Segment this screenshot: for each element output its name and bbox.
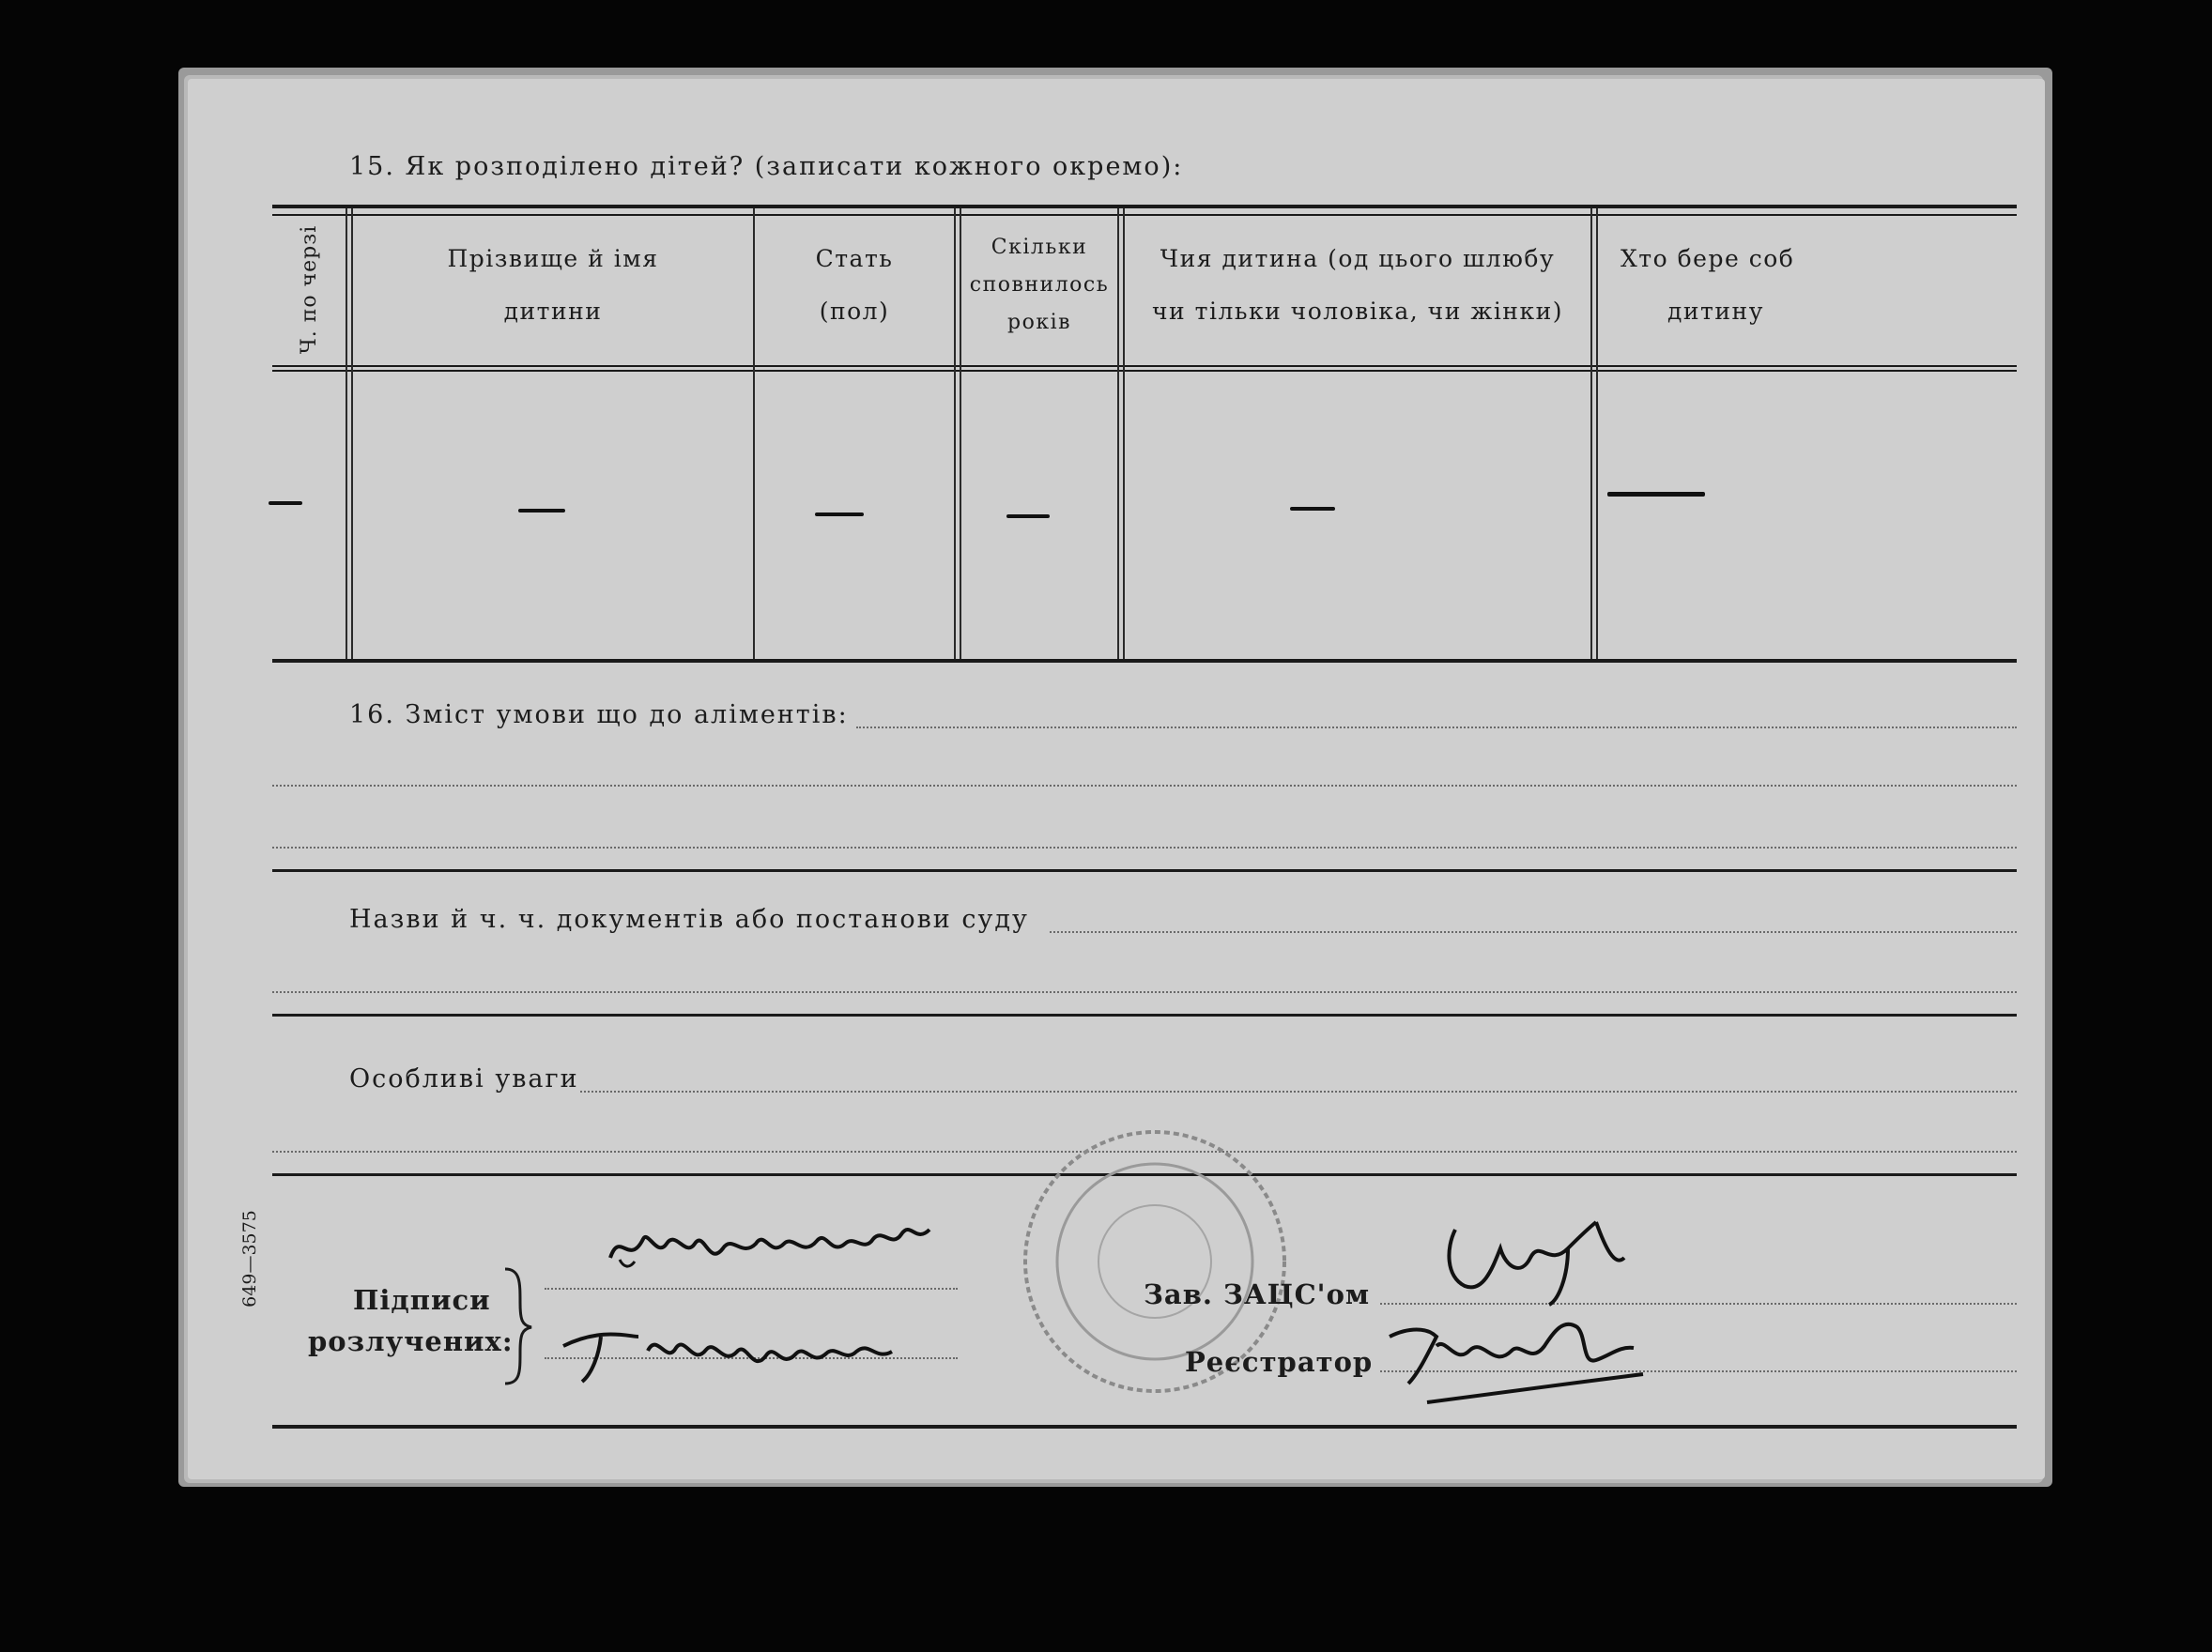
table-bottom-rule	[272, 659, 2017, 663]
signatures-label-line2: розлучених:	[308, 1325, 514, 1357]
header-child-name: Прізвище й імя дитини	[447, 245, 659, 325]
documents-line-2	[272, 991, 2017, 993]
row-name-dash	[518, 509, 565, 512]
head-label: Зав. ЗАЦС'ом	[1144, 1278, 1371, 1310]
section-16-line-1	[856, 727, 2017, 728]
header-who-takes-child: Хто бере соб дитину	[1621, 245, 1795, 325]
registrar-label: Реєстратор	[1185, 1346, 1374, 1378]
signatures-brace	[499, 1265, 537, 1387]
document-bottom-rule	[272, 1425, 2017, 1429]
table-top-rule	[272, 205, 2017, 208]
table-top-rule-thin	[272, 214, 2017, 216]
row-whose-dash	[1290, 507, 1335, 511]
section-15-title: 15. Як розподілено дітей? (записати кожного окремо):	[349, 152, 1184, 181]
signature-husband	[591, 1201, 967, 1286]
print-code: 649—3575	[239, 1210, 260, 1308]
head-signature	[1390, 1211, 1690, 1314]
section-16-line-3	[272, 847, 2017, 849]
table-header-rule	[272, 365, 2017, 367]
documents-line-1	[1050, 931, 2017, 933]
row-sex-dash	[815, 512, 864, 516]
header-age: Скільки сповнилось років	[969, 236, 1110, 334]
document-page	[188, 79, 2045, 1479]
header-whose-child: Чия дитина (од цього шлюбу чи тільки чоловіка, чи жінки)	[1151, 245, 1564, 325]
remarks-line-1	[580, 1091, 2017, 1093]
table-col-divider-1	[346, 208, 347, 659]
documents-label: Назви й ч. ч. документів або постанови суду	[349, 905, 1029, 934]
section-16-title: 16. Зміст умови що до аліментів:	[349, 700, 849, 729]
registrar-signature	[1380, 1308, 1681, 1421]
row-number-dash	[269, 501, 302, 505]
header-number: Ч. по черзі	[298, 224, 321, 355]
table-header-rule-2	[272, 370, 2017, 372]
row-who-takes-dash	[1607, 492, 1705, 497]
table-col-divider-5	[1590, 208, 1592, 659]
section-16-rule	[272, 869, 2017, 872]
signatures-label-line1: Підписи	[353, 1284, 491, 1316]
remarks-label: Особливі уваги	[349, 1064, 579, 1094]
header-sex: Стать (пол)	[815, 245, 894, 325]
documents-rule	[272, 1014, 2017, 1017]
signature-wife	[545, 1308, 939, 1393]
table-col-divider-3	[954, 208, 956, 659]
section-16-line-2	[272, 785, 2017, 787]
table-col-divider-4	[1117, 208, 1119, 659]
row-age-dash	[1006, 514, 1050, 518]
signature-line-1	[545, 1288, 958, 1290]
